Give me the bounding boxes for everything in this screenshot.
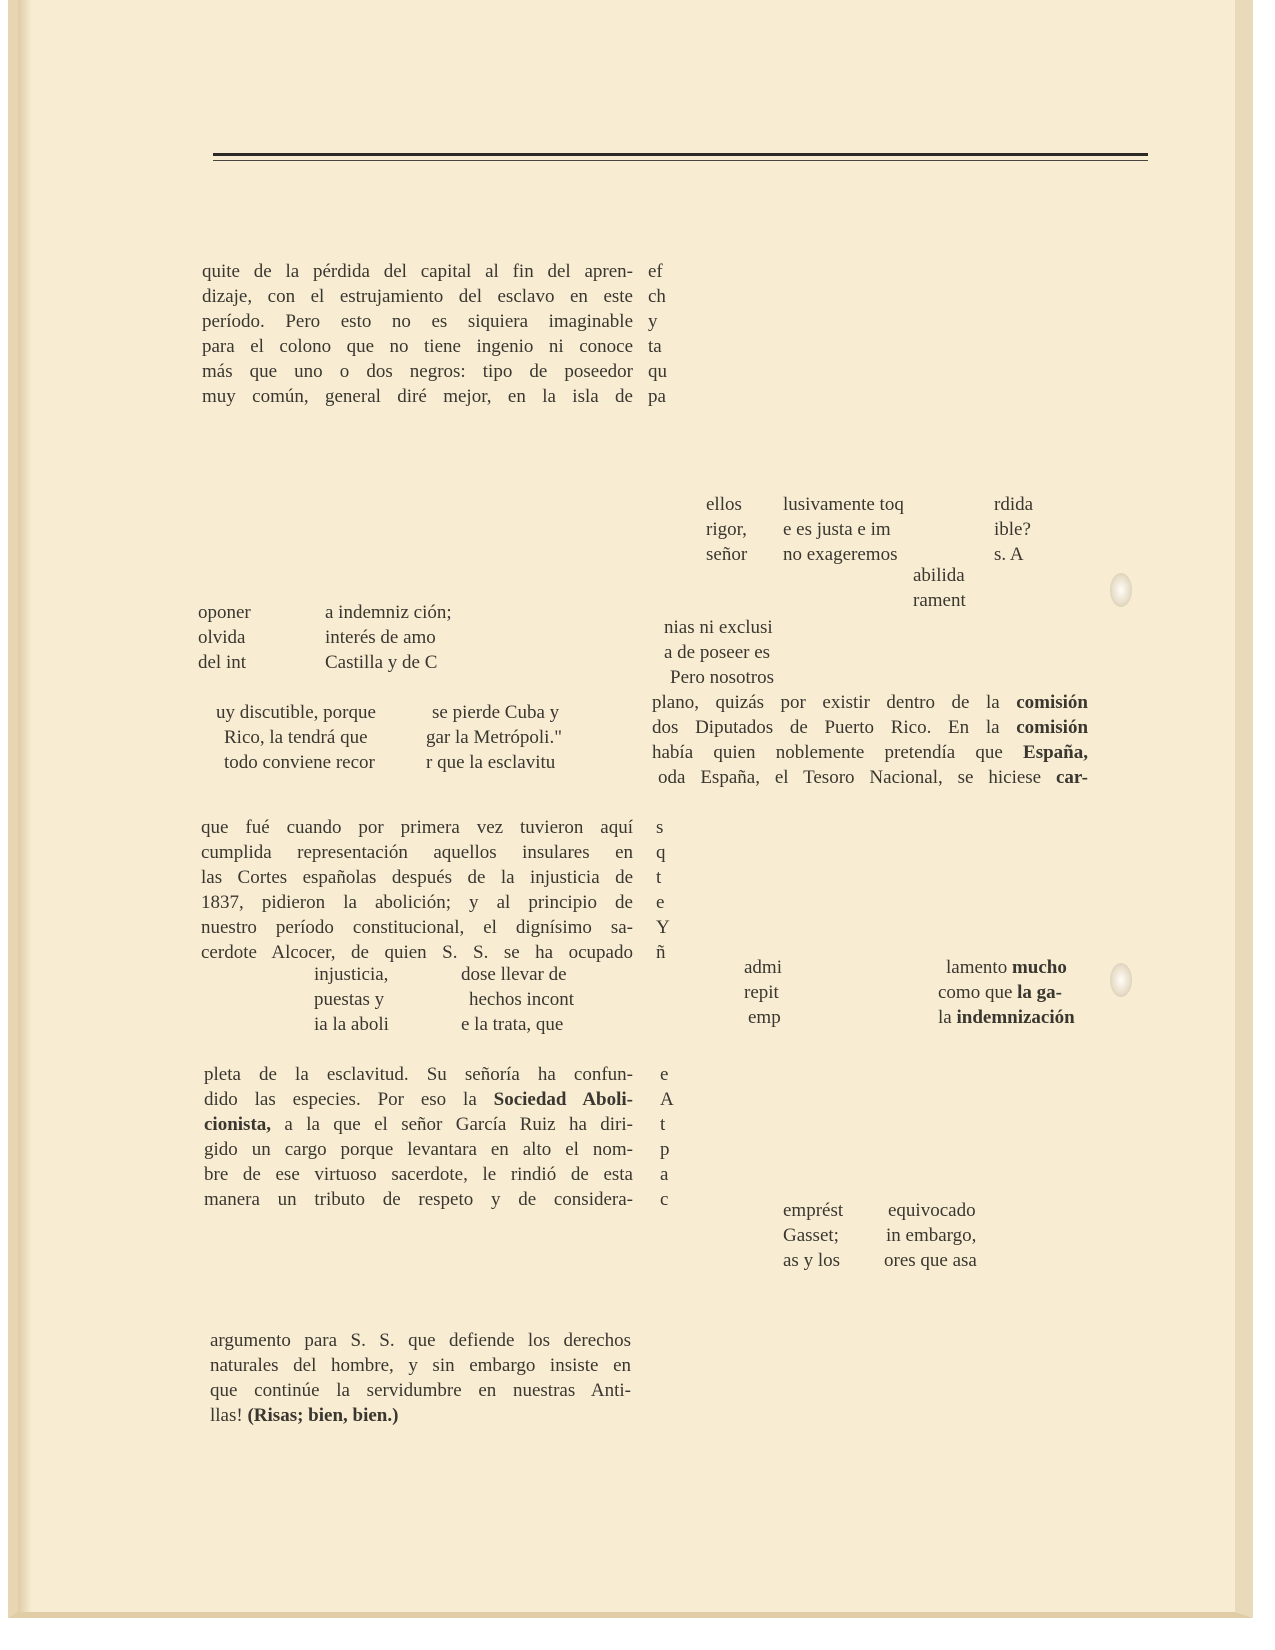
text-line <box>210 1403 631 1428</box>
text-line: interés de amo <box>325 627 436 648</box>
text-line: e es justa e im <box>783 519 891 540</box>
bold-run: car- <box>1056 767 1088 788</box>
text-line <box>652 690 1088 715</box>
text-line: ñ <box>656 942 666 963</box>
text-line: todo conviene recor <box>224 752 375 773</box>
paragraph-12 <box>210 1328 631 1428</box>
bold-run: cionista, <box>204 1114 272 1135</box>
paragraph-2-col-4 <box>913 563 966 613</box>
text-line: gido un cargo porque levantara en alto el nom- <box>204 1139 633 1160</box>
bold-run: comisión <box>1016 692 1088 713</box>
paragraph-10-left <box>204 1062 633 1212</box>
text-line: ible? <box>994 519 1031 540</box>
text-line: a indemniz ción; <box>325 602 452 623</box>
text-line: manera un tributo de respeto y de considera- <box>204 1189 633 1210</box>
text-line: puestas y <box>314 989 385 1010</box>
text-line: a de poseer es <box>664 642 771 663</box>
bold-run: la ga- <box>1017 982 1063 1003</box>
document-page <box>8 0 1253 1618</box>
text-line: dose llevar de <box>461 964 567 985</box>
text-line: pa <box>648 386 666 407</box>
text-run: la <box>938 1007 952 1028</box>
paragraph-4 <box>664 615 774 690</box>
text-line: argumento para S. S. que defiende los derechos <box>210 1330 631 1351</box>
text-run: a la que el señor García Ruiz ha diri- <box>284 1114 633 1135</box>
bold-run: (Risas; bien, bien.) <box>247 1405 399 1426</box>
text-line: A <box>660 1089 674 1110</box>
text-line: pleta de la esclavitud. Su señoría ha confun- <box>204 1064 633 1085</box>
text-line: e la trata, que <box>461 1014 564 1035</box>
text-line: nias ni exclusi <box>664 617 773 638</box>
text-line: ch <box>648 286 666 307</box>
bold-run: mucho <box>1011 957 1067 978</box>
text-line: las Cortes españolas después de la injusticia de <box>201 867 633 888</box>
text-line: del int <box>198 652 247 673</box>
text-line: ores que asa <box>884 1250 977 1271</box>
text-line <box>652 715 1088 740</box>
text-line: dizaje, con el estrujamiento del esclavo en este <box>202 286 633 307</box>
text-line: olvida <box>198 627 246 648</box>
text-line: ta <box>648 336 662 357</box>
text-line: naturales del hombre, y sin embargo insiste en <box>210 1355 631 1376</box>
page-edge-stain <box>18 0 32 1612</box>
text-run: lamento <box>946 957 1008 978</box>
text-line: e <box>660 1064 669 1085</box>
text-line: s. A <box>994 544 1024 565</box>
text-line <box>938 955 1075 980</box>
text-line: cerdote Alcocer, de quien S. S. se ha ocupado <box>201 942 633 963</box>
text-line: para el colono que no tiene ingenio ni conoce <box>202 336 633 357</box>
text-line <box>938 980 1075 1005</box>
text-line: Pero nosotros <box>670 667 774 688</box>
text-line: rigor, <box>706 519 747 540</box>
text-line <box>652 740 1088 765</box>
text-line: rament <box>913 590 966 611</box>
text-run: dos Diputados de Puerto Rico. En la <box>652 717 1000 738</box>
text-line: gar la Metrópoli." <box>426 727 562 748</box>
text-line: que fué cuando por primera vez tuvieron aquí <box>201 817 633 838</box>
text-run: como que <box>938 982 1013 1003</box>
text-line: cumplida representación aquellos insulares en <box>201 842 633 863</box>
text-run: plano, quizás por existir dentro de la <box>652 692 1000 713</box>
text-line: muy común, general diré mejor, en la isla de <box>202 386 633 407</box>
text-line: se pierde Cuba y <box>432 702 560 723</box>
text-line: t <box>660 1114 666 1135</box>
text-line: qu <box>648 361 667 382</box>
text-line: más que uno o dos negros: tipo de poseedor <box>202 361 633 382</box>
paragraph-3-col-2 <box>325 600 452 675</box>
text-line: 1837, pidieron la abolición; y al principio de <box>201 892 633 913</box>
text-line: emp <box>748 1007 781 1028</box>
text-line: emprést <box>783 1200 844 1221</box>
text-run: oda España, el Tesoro Nacional, se hiciese <box>658 767 1042 788</box>
paragraph-8-col-2 <box>461 962 574 1037</box>
text-run: dido las especies. Por eso la <box>204 1089 477 1110</box>
paragraph-5-col-2 <box>426 700 562 775</box>
header-rule-thick <box>213 153 1148 156</box>
paragraph-10-right-fragment <box>660 1062 690 1212</box>
paragraph-2-col-1 <box>706 492 747 567</box>
text-line: admi <box>744 957 782 978</box>
paragraph-9-col-1 <box>744 955 782 1030</box>
text-line: y <box>648 311 658 332</box>
text-line: quite de la pérdida del capital al fin del apren- <box>202 261 633 282</box>
text-line: señor <box>706 544 748 565</box>
paragraph-1-left <box>202 259 633 409</box>
text-line: e <box>656 892 665 913</box>
text-line: ellos <box>706 494 742 515</box>
text-line: lusivamente toq <box>783 494 904 515</box>
text-line: a <box>660 1164 669 1185</box>
text-line: ef <box>648 261 663 282</box>
paragraph-8-col-1 <box>314 962 389 1037</box>
bold-run: comisión <box>1016 717 1089 738</box>
paragraph-11-col-1 <box>783 1198 843 1273</box>
paragraph-1-right-fragment <box>648 259 688 409</box>
binding-hole-lower <box>1110 963 1132 997</box>
text-line: in embargo, <box>886 1225 977 1246</box>
text-line: que continúe la servidumbre en nuestras Anti- <box>210 1380 631 1401</box>
paragraph-9-col-2 <box>938 955 1075 1030</box>
paragraph-7-left <box>201 815 633 965</box>
text-line: Rico, la tendrá que <box>224 727 368 748</box>
text-line: Castilla y de C <box>325 652 438 673</box>
text-line: Y <box>656 917 670 938</box>
text-line: ia la aboli <box>314 1014 389 1035</box>
text-line: s <box>656 817 664 838</box>
text-line: r que la esclavitu <box>426 752 556 773</box>
text-line: q <box>656 842 666 863</box>
header-rule-thin <box>213 160 1148 161</box>
text-line: no exageremos <box>783 544 898 565</box>
text-line: as y los <box>783 1250 840 1271</box>
text-line <box>204 1087 633 1112</box>
text-line: rdida <box>994 494 1034 515</box>
text-line: Gasset; <box>783 1225 839 1246</box>
paragraph-5-col-1 <box>216 700 376 775</box>
text-line: t <box>656 867 662 888</box>
paragraph-3-col-1 <box>198 600 251 675</box>
text-line <box>204 1112 633 1137</box>
text-line: bre de ese virtuoso sacerdote, le rindió de esta <box>204 1164 633 1185</box>
text-line <box>938 1005 1075 1030</box>
text-line: hechos incont <box>469 989 575 1010</box>
text-line: c <box>660 1189 669 1210</box>
bold-run: indemnización <box>956 1007 1075 1028</box>
binding-hole-upper <box>1110 573 1132 607</box>
text-line: p <box>660 1139 670 1160</box>
text-run: había quien noblemente pretendía que <box>652 742 1003 763</box>
text-line: repit <box>744 982 779 1003</box>
paragraph-11-col-2 <box>880 1198 977 1273</box>
paragraph-2-col-3 <box>994 492 1033 567</box>
paragraph-7-right-fragment <box>656 815 686 965</box>
text-line: oponer <box>198 602 251 623</box>
text-line <box>652 765 1088 790</box>
paragraph-2-col-2 <box>783 492 904 567</box>
text-line: nuestro período constitucional, el dignísimo sa- <box>201 917 633 938</box>
text-line: uy discutible, porque <box>216 702 376 723</box>
text-line: injusticia, <box>314 964 389 985</box>
text-line: abilida <box>913 565 965 586</box>
text-run: llas! <box>210 1405 243 1426</box>
bold-run: España, <box>1023 742 1088 763</box>
paragraph-6 <box>652 690 1088 790</box>
bold-run: Sociedad Aboli- <box>493 1089 634 1110</box>
text-line: equivocado <box>888 1200 976 1221</box>
text-line: período. Pero esto no es siquiera imaginable <box>202 311 633 332</box>
